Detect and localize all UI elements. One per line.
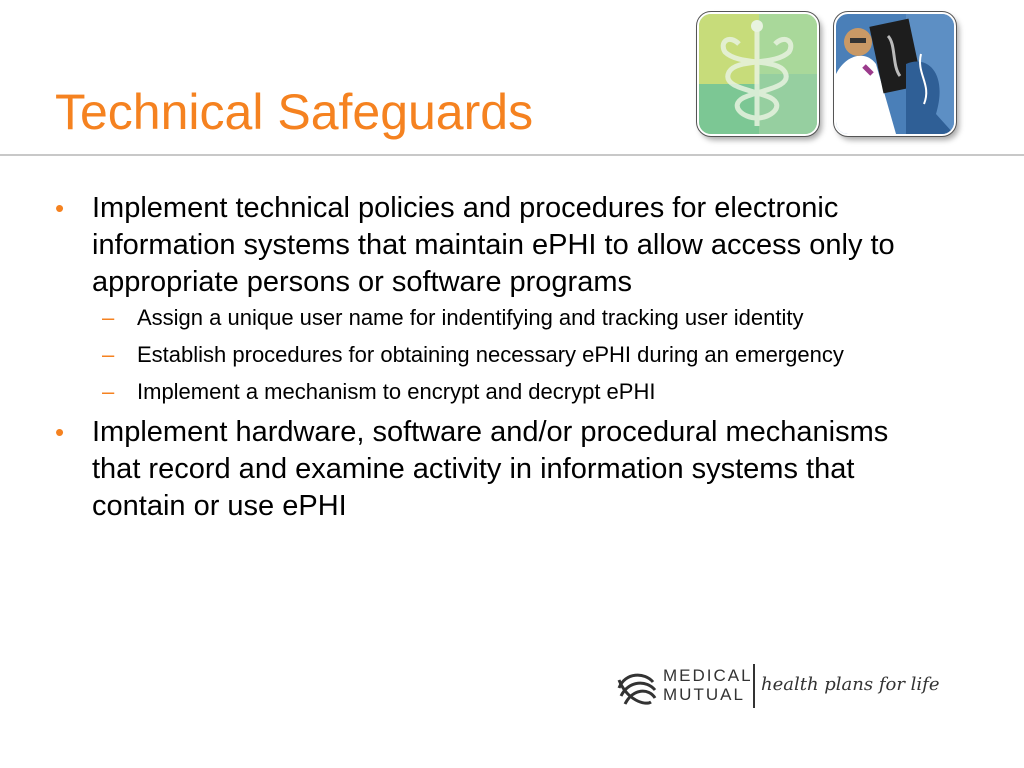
medical-mutual-logo — [615, 660, 940, 716]
sub-bullet-text: Establish procedures for obtaining necessary ePHI during an emergency — [137, 342, 844, 367]
bullet-marker: • — [55, 417, 65, 447]
sub-bullet-text: Implement a mechanism to encrypt and decrypt ePHI — [137, 379, 656, 404]
bullet-text: Implement hardware, software and/or procedural mechanisms that record and examine activity in information systems that contain or use ePHI — [92, 416, 889, 522]
slide-body — [55, 190, 925, 525]
sub-bullet-marker: – — [102, 342, 115, 367]
sub-bullet-marker: – — [102, 305, 115, 330]
bullet-text: Implement technical policies and procedures for electronic information systems that maintain ePHI to allow access only to appropriate persons or software programs — [92, 192, 895, 298]
doctor-xray-icon — [834, 12, 956, 136]
title-divider — [0, 154, 1024, 156]
swirl-logo-icon — [615, 666, 659, 710]
logo-wordmark — [663, 666, 753, 704]
sub-bullet-text: Assign a unique user name for indentifying and tracking user identity — [137, 305, 804, 330]
slide-title: Technical Safeguards — [55, 84, 534, 140]
logo-divider — [753, 664, 755, 708]
sub-bullet-unique-user — [55, 303, 925, 333]
sub-bullet-marker: – — [102, 379, 115, 404]
bullet-audit-controls — [55, 414, 925, 525]
bullet-access-control — [55, 190, 925, 301]
bullet-marker: • — [55, 193, 65, 223]
sub-bullet-list — [55, 303, 925, 407]
logo-line-1: MEDICAL — [663, 666, 753, 685]
caduceus-icon — [697, 12, 819, 136]
sub-bullet-emergency — [55, 340, 925, 370]
logo-tagline: health plans for life — [761, 674, 940, 695]
sub-bullet-encryption — [55, 377, 925, 407]
logo-line-2: MUTUAL — [663, 685, 745, 704]
